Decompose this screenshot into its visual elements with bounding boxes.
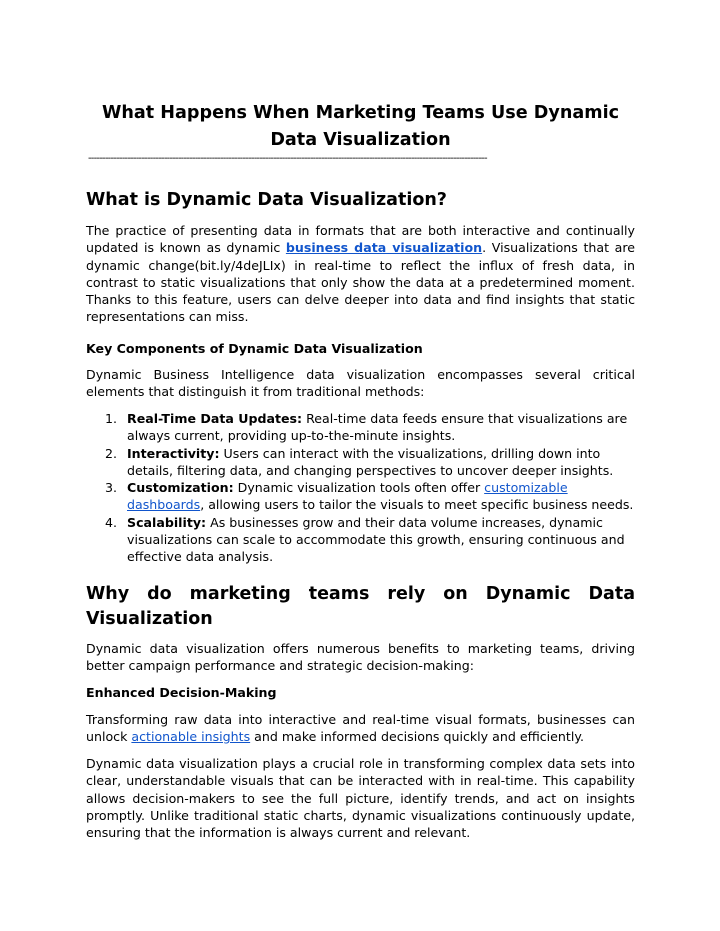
section-heading-what-is: What is Dynamic Data Visualization? xyxy=(86,190,447,210)
customizable-dashboards-link[interactable]: customizable dashboards xyxy=(127,480,568,513)
components-intro-paragraph: Dynamic Business Intelligence data visualization encompasses several critical elements that distinguish it from traditional methods: xyxy=(86,367,635,400)
list-item: 4. Scalability: As businesses grow and their data volume increases, dynamic visualizations can scale to accommodate this growth, ensuring continuous and effective data analysis. xyxy=(105,514,625,565)
list-item: 2. Interactivity: Users can interact with the visualizations, drilling down into details, filtering data, and changing perspectives to uncover deeper insights. xyxy=(105,445,614,478)
enhanced-decision-making-subheading: Enhanced Decision-Making xyxy=(86,685,277,700)
decision-making-paragraph: Transforming raw data into interactive and real-time visual formats, businesses can unlock actionable insights and make informed decisions quickly and efficiently. xyxy=(86,712,635,745)
page-title: What Happens When Marketing Teams Use Dynamic Data Visualization xyxy=(101,103,620,150)
key-components-subheading: Key Components of Dynamic Data Visualization xyxy=(86,341,423,356)
section-heading-why-rely: Why do marketing teams rely on Dynamic Data Visualization xyxy=(86,584,635,629)
list-item: 3. Customization: Dynamic visualization tools often offer customizable dashboards, allowing users to tailor the visuals to meet specific business needs. xyxy=(105,480,634,513)
list-item: 1. Real-Time Data Updates: Real-time data feeds ensure that visualizations are always current, providing up-to-the-minute insights. xyxy=(105,411,628,444)
divider-line: ---------------------------------------------------------------------------------------------------------------------------------------------- xyxy=(88,153,487,164)
business-data-visualization-link[interactable]: business data visualization xyxy=(285,240,483,256)
section-intro-paragraph: The practice of presenting data in formats that are both interactive and continually updated is known as dynamic business data visualization. Visualizations that are dynamic change(bit.ly/4deJLIx) in real-time to reflect the influx of fresh data, in contrast to static visualizations that only show the data at a predetermined moment. Thanks to this feature, users can delve deeper into data and find insights that static representations can miss. xyxy=(86,223,636,325)
dynamic-role-paragraph: Dynamic data visualization plays a crucial role in transforming complex data sets into clear, understandable visuals that can be interacted with in real-time. This capability allows decision-makers to see the full picture, identify trends, and act on insights promptly. Unlike traditional static charts, dynamic visualizations continuously update, ensuring that the information is always current and relevant. xyxy=(86,756,635,841)
actionable-insights-link[interactable]: actionable insights xyxy=(131,729,251,745)
benefits-intro-paragraph: Dynamic data visualization offers numerous benefits to marketing teams, driving better campaign performance and strategic decision-making: xyxy=(86,641,635,674)
key-components-list xyxy=(86,410,635,566)
